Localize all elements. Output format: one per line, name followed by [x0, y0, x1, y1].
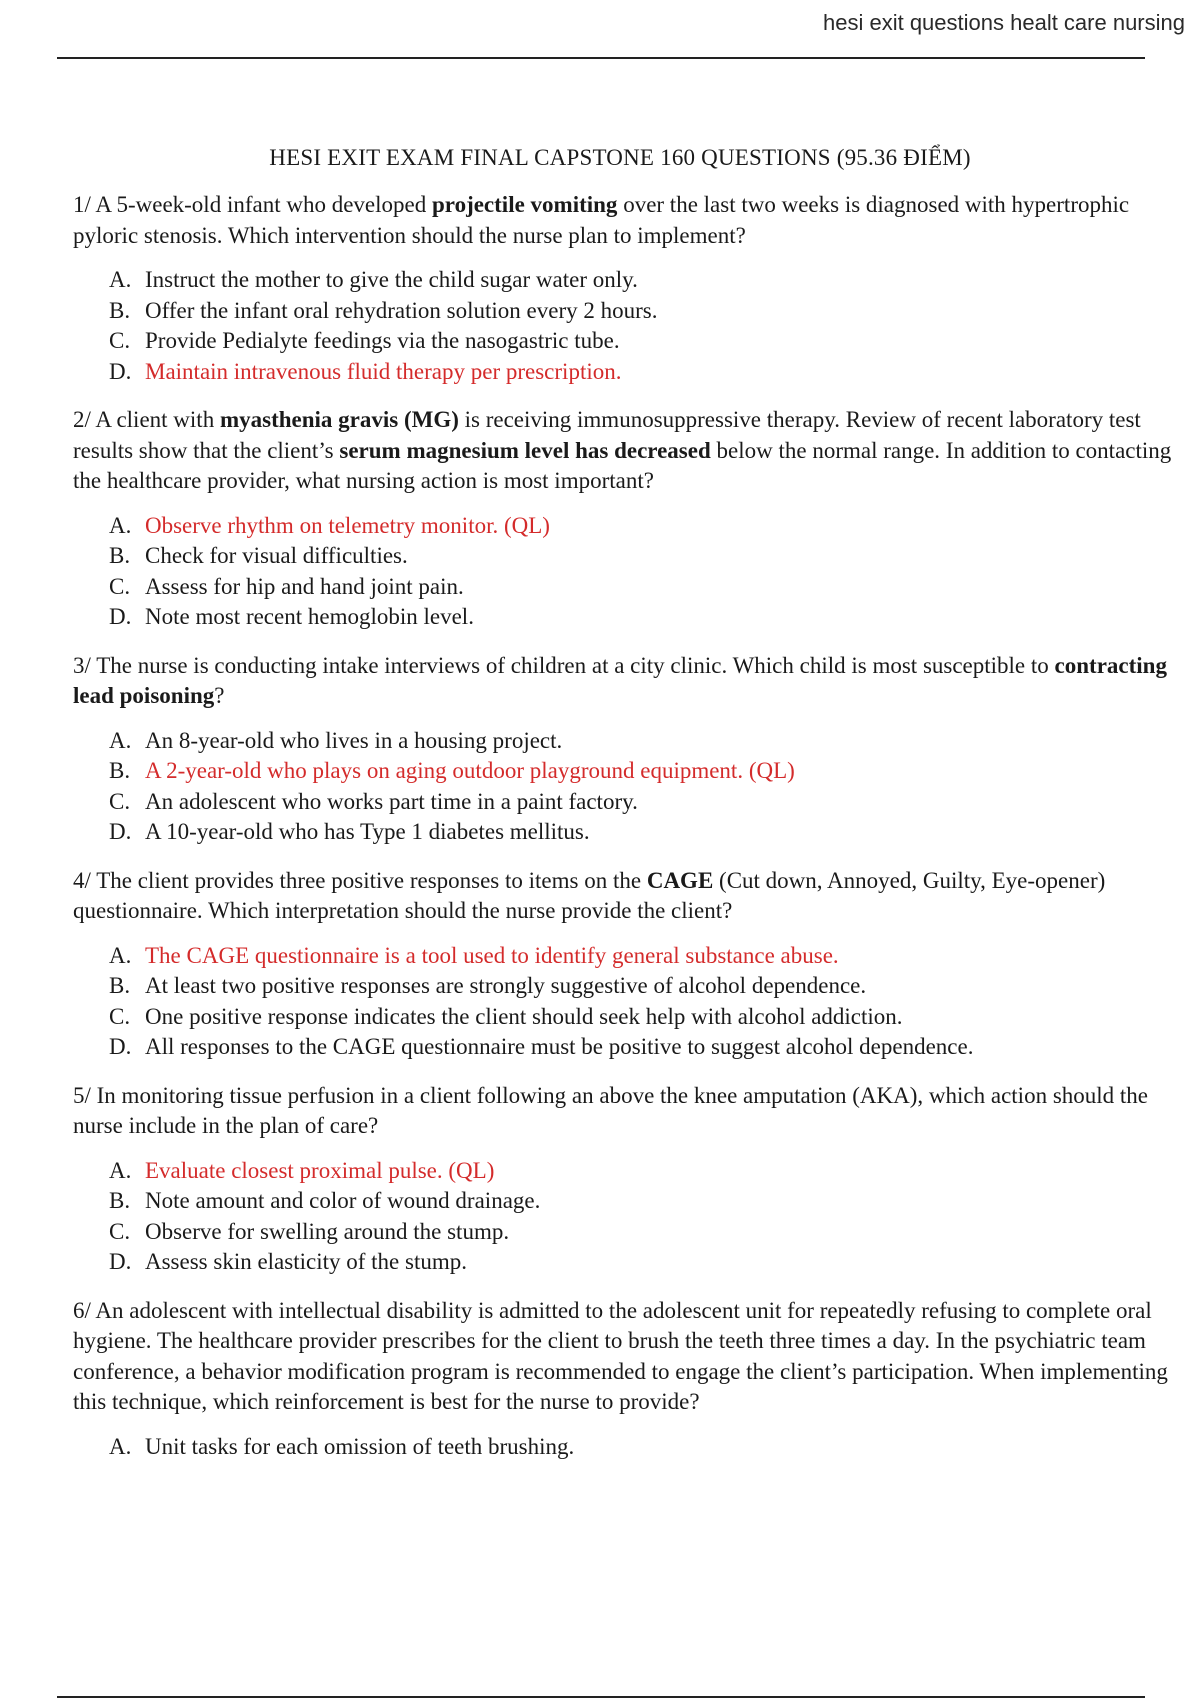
option-text: Maintain intravenous fluid therapy per prescription. — [145, 358, 622, 384]
option-text: Note amount and color of wound drainage. — [145, 1188, 541, 1213]
question-text: ? — [214, 683, 225, 708]
question-4 — [73, 866, 1173, 1063]
option-letter: C. — [109, 788, 131, 814]
question-text: below the normal range. In addition to contacting the healthcare provider, what nursing action is most important? — [73, 437, 1172, 493]
question-emphasis: CAGE — [646, 867, 714, 893]
question-text: 6/ An adolescent with intellectual disability is admitted to the adolescent unit for repeatedly refusing to complete oral hygiene. The healthcare provider prescribes for the client to brush the teeth three times a day. In the psychiatric team conference, a behavior modification program is recommended to engage the client’s participation. When implementing this technique, which reinforcement is best for the nurse to provide? — [73, 1297, 1168, 1414]
question-text: 2/ A client with — [73, 407, 220, 432]
option-letter: B. — [109, 973, 131, 998]
question-stem — [73, 190, 1173, 251]
answer-option-correct — [73, 941, 1173, 972]
answer-options — [73, 1156, 1173, 1278]
option-letter: A. — [109, 267, 132, 292]
question-emphasis: contracting lead poisoning — [73, 652, 1167, 708]
question-text: 3/ The nurse is conducting intake interviews of children at a city clinic. Which child is most susceptible to — [73, 652, 1055, 678]
answer-option — [73, 1247, 1173, 1278]
question-stem — [73, 1296, 1173, 1418]
option-letter: B. — [109, 297, 131, 323]
question-3 — [73, 651, 1173, 848]
answer-option — [73, 1217, 1173, 1248]
option-text: Note most recent hemoglobin level. — [145, 604, 474, 629]
option-letter: B. — [109, 1188, 131, 1213]
answer-option-correct — [73, 756, 1173, 787]
answer-option — [73, 572, 1173, 603]
option-text: All responses to the CAGE questionnaire must be positive to suggest alcohol dependence. — [145, 1034, 974, 1059]
option-text: Check for visual difficulties. — [145, 543, 408, 568]
option-letter: B. — [109, 758, 131, 783]
question-stem — [73, 866, 1173, 927]
answer-options — [73, 941, 1173, 1063]
question-5 — [73, 1081, 1173, 1278]
question-text: (Cut down, Annoyed, Guilty, Eye-opener) questionnaire. Which interpretation should the nurse provide the client? — [73, 867, 1106, 923]
questions-list — [73, 190, 1173, 1480]
answer-option-correct — [73, 511, 1173, 542]
option-text: Observe for swelling around the stump. — [145, 1218, 510, 1244]
option-letter: C. — [109, 328, 131, 353]
question-stem — [73, 651, 1173, 712]
option-text: At least two positive responses are strongly suggestive of alcohol dependence. — [145, 973, 867, 998]
answer-option — [73, 296, 1173, 327]
question-2 — [73, 405, 1173, 633]
option-text: Observe rhythm on telemetry monitor. (QL) — [145, 512, 550, 538]
option-text: Provide Pedialyte feedings via the nasogastric tube. — [145, 328, 620, 353]
option-letter: D. — [109, 604, 132, 629]
question-stem — [73, 1081, 1173, 1142]
option-text: Instruct the mother to give the child sugar water only. — [145, 267, 638, 292]
answer-option — [73, 1002, 1173, 1033]
question-text: 5/ In monitoring tissue perfusion in a client following an above the knee amputation (AKA), which action should the nurse include in the plan of care? — [73, 1082, 1149, 1138]
footer-divider — [57, 1696, 1145, 1698]
option-text: An adolescent who works part time in a paint factory. — [145, 788, 638, 814]
option-letter: C. — [109, 1003, 131, 1029]
answer-options — [73, 265, 1173, 387]
answer-option — [73, 1186, 1173, 1217]
option-text: Unit tasks for each omission of teeth brushing. — [145, 1433, 575, 1459]
option-text: An 8-year-old who lives in a housing project. — [145, 727, 563, 753]
option-letter: C. — [109, 1218, 131, 1244]
question-emphasis: serum magnesium level has decreased — [339, 437, 711, 463]
question-text: is receiving immunosuppressive therapy. Review of recent laboratory test results show that the client’s — [73, 407, 1141, 463]
answer-option — [73, 326, 1173, 357]
answer-option — [73, 726, 1173, 757]
option-letter: C. — [109, 573, 131, 599]
option-letter: A. — [109, 512, 132, 538]
question-text: 1/ A 5-week-old infant who developed — [73, 192, 432, 217]
answer-options — [73, 1432, 1173, 1463]
option-text: A 10-year-old who has Type 1 diabetes mellitus. — [145, 819, 590, 844]
page-header-title: hesi exit questions healt care nursing — [823, 10, 1185, 35]
option-letter: D. — [109, 819, 132, 844]
answer-options — [73, 511, 1173, 633]
option-letter: B. — [109, 543, 131, 568]
question-emphasis: projectile vomiting — [431, 192, 618, 217]
answer-option — [73, 265, 1173, 296]
answer-option — [73, 541, 1173, 572]
option-text: Evaluate closest proximal pulse. (QL) — [145, 1157, 495, 1183]
answer-option-correct — [73, 357, 1173, 388]
option-letter: D. — [109, 1034, 132, 1059]
document-title: HESI EXIT EXAM FINAL CAPSTONE 160 QUESTIONS (95.36 ĐIỂM) — [269, 145, 971, 170]
option-text: Assess for hip and hand joint pain. — [145, 573, 464, 599]
answer-option — [73, 787, 1173, 818]
header-divider — [57, 57, 1145, 59]
question-1 — [73, 190, 1173, 387]
answer-option-correct — [73, 1156, 1173, 1187]
option-text: Assess skin elasticity of the stump. — [145, 1249, 467, 1274]
answer-option — [73, 817, 1173, 848]
option-text: Offer the infant oral rehydration solution every 2 hours. — [145, 297, 658, 323]
option-letter: A. — [109, 727, 132, 753]
answer-option — [73, 1032, 1173, 1063]
option-letter: D. — [109, 1249, 132, 1274]
option-letter: A. — [109, 942, 132, 968]
question-text: 4/ The client provides three positive responses to items on the — [73, 867, 647, 893]
question-text: over the last two weeks is diagnosed with hypertrophic pyloric stenosis. Which intervention should the nurse plan to implement? — [73, 192, 1130, 248]
option-text: The CAGE questionnaire is a tool used to identify general substance abuse. — [145, 942, 839, 968]
option-letter: D. — [109, 358, 132, 384]
answer-option — [73, 971, 1173, 1002]
question-6 — [73, 1296, 1173, 1463]
option-text: One positive response indicates the client should seek help with alcohol addiction. — [145, 1003, 903, 1029]
option-text: A 2-year-old who plays on aging outdoor playground equipment. (QL) — [145, 758, 795, 783]
answer-option — [73, 1432, 1173, 1463]
answer-option — [73, 602, 1173, 633]
option-letter: A. — [109, 1157, 132, 1183]
question-stem — [73, 405, 1173, 497]
option-letter: A. — [109, 1433, 132, 1459]
question-emphasis: myasthenia gravis (MG) — [219, 407, 459, 432]
answer-options — [73, 726, 1173, 848]
